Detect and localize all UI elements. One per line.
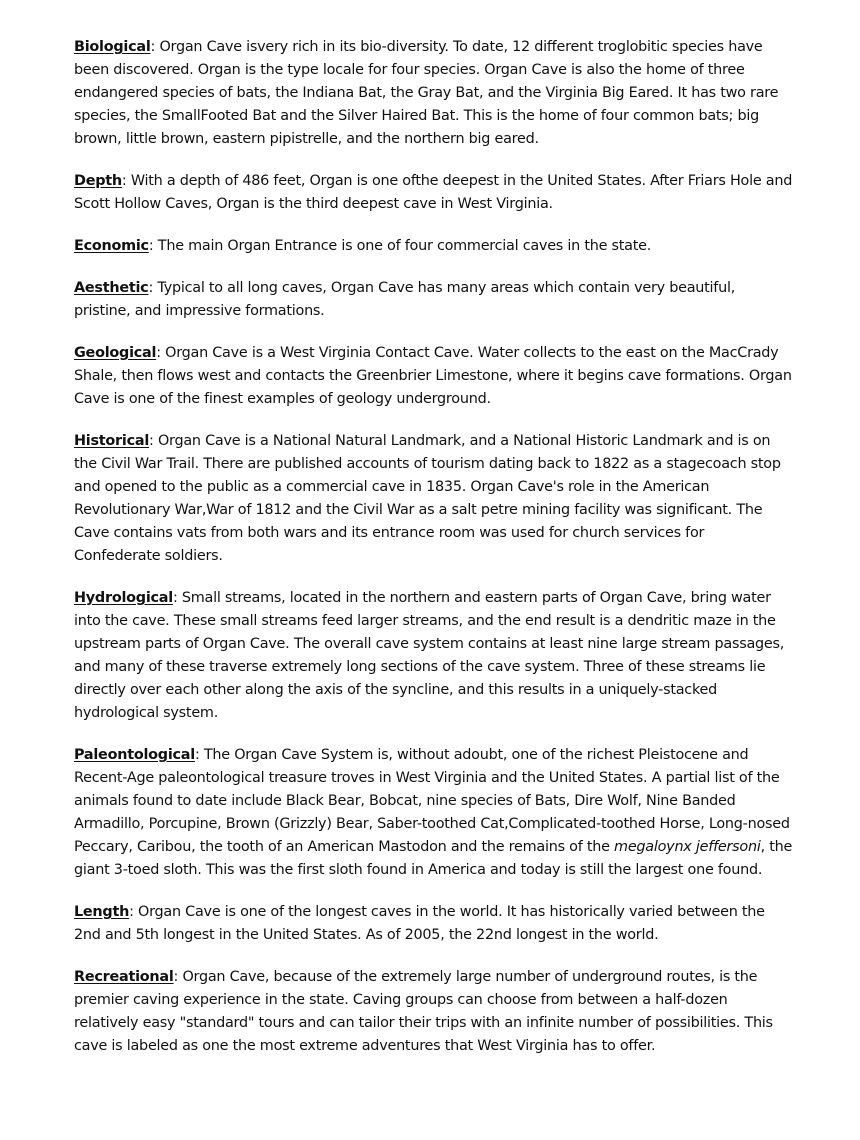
- label-separator: :: [129, 904, 139, 920]
- label-separator: :: [121, 173, 131, 189]
- section-text: Small streams, located in the northern and eastern parts of Organ Cave, bring water into the cave. These small streams feed larger streams, and the end result is a dendritic maze in the upstream parts of Organ Cave. The overall cave system contains at least nine large stream passages, and many of these traverse extremely long sections of the cave system. Three of these streams lie directly over each other along the axis of the syncline, and this results in a uniquely-stacked hydrological system.: [74, 590, 785, 721]
- section-label: Biological: [74, 39, 151, 55]
- label-separator: :: [148, 280, 158, 296]
- section-paleontological: [74, 744, 794, 882]
- section-text: Organ Cave is one of the longest caves in the world. It has historically varied between the 2nd and 5th longest in the United States. As of 2005, the 22nd longest in the world.: [74, 904, 765, 943]
- section-text-continued: , the giant 3-toed sloth. This was the first sloth found in America and today is still the largest one found.: [74, 839, 793, 878]
- section-label: Geological: [74, 345, 157, 361]
- section-depth: [74, 170, 794, 216]
- document-body: [74, 36, 794, 1077]
- section-label: Hydrological: [74, 590, 173, 606]
- label-separator: :: [150, 39, 160, 55]
- section-label: Recreational: [74, 969, 174, 985]
- section-label: Economic: [74, 238, 149, 254]
- label-separator: :: [173, 969, 183, 985]
- section-label: Length: [74, 904, 130, 920]
- section-biological: [74, 36, 794, 151]
- label-separator: :: [156, 345, 166, 361]
- section-text: Organ Cave, because of the extremely large number of underground routes, is the premier caving experience in the state. Caving groups can choose from between a half-dozen relatively easy "standard" tours and can tailor their trips with an infinite number of possibilities. This cave is labeled as one the most extreme adventures that West Virginia has to offer.: [74, 969, 773, 1054]
- section-geological: [74, 342, 794, 411]
- section-length: [74, 901, 794, 947]
- section-aesthetic: [74, 277, 794, 323]
- section-label: Historical: [74, 433, 150, 449]
- section-text: With a depth of 486 feet, Organ is one ofthe deepest in the United States. After Friars Hole and Scott Hollow Caves, Organ is the third deepest cave in West Virginia.: [74, 173, 793, 212]
- section-text: Organ Cave isvery rich in its bio-diversity. To date, 12 different troglobitic species have been discovered. Organ is the type locale for four species. Organ Cave is also the home of three endangered species of bats, the Indiana Bat, the Gray Bat, and the Virginia Big Eared. It has two rare species, the SmallFooted Bat and the Silver Haired Bat. This is the home of four common bats; big brown, little brown, eastern pipistrelle, and the northern big eared.: [74, 39, 779, 147]
- section-text: Organ Cave is a West Virginia Contact Cave. Water collects to the east on the MacCrady Shale, then flows west and contacts the Greenbrier Limestone, where it begins cave formations. Organ Cave is one of the finest examples of geology underground.: [74, 345, 792, 407]
- section-text: The Organ Cave System is, without adoubt, one of the richest Pleistocene and Recent-Age paleontological treasure troves in West Virginia and the United States. A partial list of the animals found to date include Black Bear, Bobcat, nine species of Bats, Dire Wolf, Nine Banded Armadillo, Porcupine, Brown (Grizzly) Bear, Saber-toothed Cat,Complicated-toothed Horse, Long-nosed Peccary, Caribou, the tooth of an American Mastodon and the remains of the: [74, 747, 790, 855]
- section-hydrological: [74, 587, 794, 725]
- section-text: Typical to all long caves, Organ Cave has many areas which contain very beautiful, pristine, and impressive formations.: [74, 280, 736, 319]
- section-text: Organ Cave is a National Natural Landmark, and a National Historic Landmark and is on the Civil War Trail. There are published accounts of tourism dating back to 1822 as a stagecoach stop and opened to the public as a commercial cave in 1835. Organ Cave's role in the American Revolutionary War,War of 1812 and the Civil War as a salt petre mining facility was significant. The Cave contains vats from both wars and its entrance room was used for church services for Confederate soldiers.: [74, 433, 781, 564]
- species-name: megaloynx jeffersoni: [614, 839, 761, 855]
- section-text: The main Organ Entrance is one of four commercial caves in the state.: [157, 238, 652, 254]
- label-separator: :: [194, 747, 204, 763]
- section-recreational: [74, 966, 794, 1058]
- section-economic: [74, 235, 794, 258]
- section-label: Paleontological: [74, 747, 195, 763]
- label-separator: :: [148, 238, 158, 254]
- label-separator: :: [149, 433, 158, 449]
- section-label: Depth: [74, 173, 122, 189]
- section-historical: [74, 430, 794, 568]
- section-label: Aesthetic: [74, 280, 149, 296]
- label-separator: :: [172, 590, 182, 606]
